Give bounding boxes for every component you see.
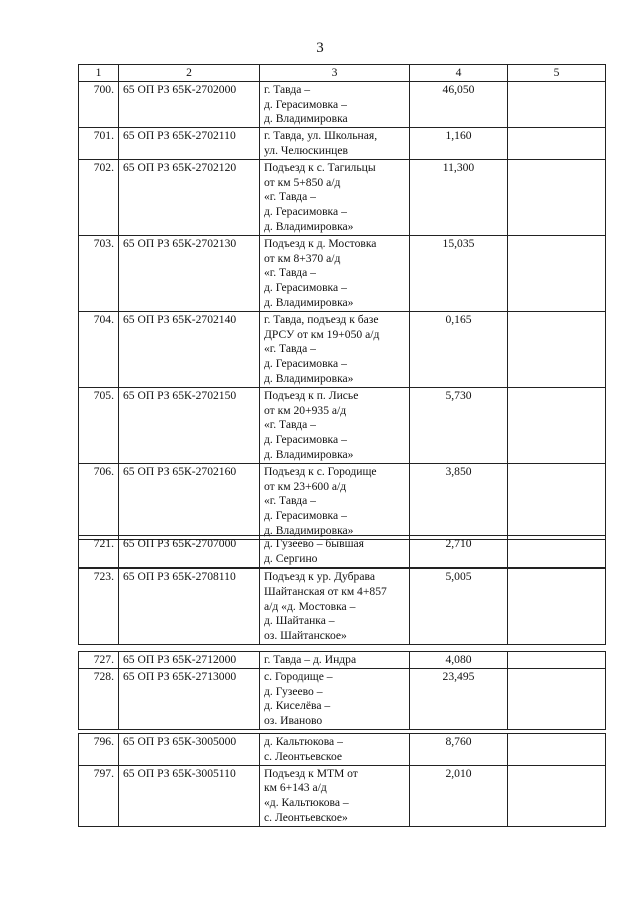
road-name-line: с. Леонтьевское»	[264, 810, 348, 824]
road-code: 65 ОП РЗ 65К-2702120	[119, 159, 260, 235]
road-code: 65 ОП РЗ 65К-2702160	[119, 463, 260, 539]
road-note	[508, 235, 606, 311]
road-name-line: ул. Челюскинцев	[264, 143, 349, 157]
road-name-line: д. Владимировка	[264, 112, 348, 126]
road-name-line: от км 23+600 а/д	[264, 479, 347, 493]
column-header: 3	[260, 65, 410, 82]
road-length: 2,710	[410, 536, 508, 568]
column-header: 2	[119, 65, 260, 82]
road-name	[260, 235, 410, 311]
road-name-line: д. Кальтюкова –	[264, 735, 343, 748]
road-note	[508, 668, 606, 729]
road-name	[260, 159, 410, 235]
column-header: 1	[79, 65, 119, 82]
road-name-line: км 6+143 а/д	[264, 781, 327, 795]
table-row	[79, 159, 606, 235]
table-row	[79, 652, 606, 669]
table-row	[79, 387, 606, 463]
road-name	[260, 311, 410, 387]
road-name-line: ДРСУ от км 19+050 а/д	[264, 327, 380, 341]
road-name-line: от км 8+370 а/д	[264, 251, 341, 265]
road-name-line: д. Герасимовка –	[264, 205, 347, 219]
road-code: 65 ОП РЗ 65К-2702150	[119, 387, 260, 463]
road-code: 65 ОП РЗ 65К-2702140	[119, 311, 260, 387]
road-code: 65 ОП РЗ 65К-2702110	[119, 128, 260, 160]
road-name-line: с. Городище –	[264, 669, 333, 683]
row-number: 705.	[79, 387, 119, 463]
road-note	[508, 536, 606, 568]
road-note	[508, 387, 606, 463]
table-row	[79, 536, 606, 568]
road-note	[508, 463, 606, 539]
table-segment	[78, 64, 606, 540]
road-name-line: «г. Тавда –	[264, 190, 316, 204]
road-name	[260, 387, 410, 463]
road-name-line: д. Шайтанка –	[264, 614, 335, 628]
road-length: 23,495	[410, 668, 508, 729]
road-name-line: д. Герасимовка –	[264, 433, 347, 447]
road-note	[508, 765, 606, 826]
road-name-line: Подъезд к с. Тагильцы	[264, 160, 376, 174]
road-name-line: д. Владимировка»	[264, 371, 354, 385]
road-name-line: «г. Тавда –	[264, 494, 316, 508]
road-name-line: а/д «д. Мостовка –	[264, 599, 356, 613]
road-name-line: «г. Тавда –	[264, 266, 316, 280]
road-note	[508, 81, 606, 127]
header-row	[79, 65, 606, 82]
road-name-line: д. Сергино	[264, 551, 318, 565]
road-name-line: д. Владимировка»	[264, 447, 354, 461]
road-name-line: д. Гузеево – бывшая	[264, 537, 364, 550]
row-number: 796.	[79, 734, 119, 766]
road-code: 65 ОП РЗ 65К-2713000	[119, 668, 260, 729]
road-length: 5,730	[410, 387, 508, 463]
table-segment	[78, 535, 606, 568]
road-name	[260, 652, 410, 669]
road-code: 65 ОП РЗ 65К-2702130	[119, 235, 260, 311]
road-note	[508, 652, 606, 669]
road-length: 46,050	[410, 81, 508, 127]
road-length: 0,165	[410, 311, 508, 387]
road-name-line: д. Гузеево –	[264, 684, 323, 698]
road-name-line: Подъезд к д. Мостовка	[264, 236, 377, 250]
table-segment	[78, 651, 606, 730]
row-number: 703.	[79, 235, 119, 311]
row-number: 702.	[79, 159, 119, 235]
road-name-line: Подъезд к с. Городище	[264, 464, 377, 478]
road-name	[260, 668, 410, 729]
road-name	[260, 128, 410, 160]
road-name-line: от км 5+850 а/д	[264, 175, 341, 189]
road-name-line: Подъезд к п. Лисье	[264, 388, 359, 402]
column-header: 5	[508, 65, 606, 82]
road-name	[260, 536, 410, 568]
road-name	[260, 734, 410, 766]
column-header: 4	[410, 65, 508, 82]
row-number: 721.	[79, 536, 119, 568]
row-number: 797.	[79, 765, 119, 826]
road-length: 2,010	[410, 765, 508, 826]
road-name-line: д. Герасимовка –	[264, 97, 347, 111]
road-note	[508, 734, 606, 766]
road-name-line: «г. Тавда –	[264, 418, 316, 432]
road-name-line: д. Владимировка»	[264, 523, 354, 537]
road-name	[260, 81, 410, 127]
road-name-line: оз. Иваново	[264, 714, 323, 728]
road-length: 4,080	[410, 652, 508, 669]
road-name-line: с. Леонтьевское	[264, 749, 343, 763]
road-name	[260, 463, 410, 539]
road-code: 65 ОП РЗ 65К-2707000	[119, 536, 260, 568]
road-note	[508, 128, 606, 160]
road-name-line: д. Герасимовка –	[264, 281, 347, 295]
table-row	[79, 235, 606, 311]
road-name-line: от км 20+935 а/д	[264, 403, 347, 417]
road-name-line: «г. Тавда –	[264, 342, 316, 356]
road-name-line: Подъезд к МТМ от	[264, 766, 358, 780]
table-row	[79, 463, 606, 539]
road-note	[508, 159, 606, 235]
road-name-line: д. Владимировка»	[264, 219, 354, 233]
table-row	[79, 311, 606, 387]
road-code: 65 ОП РЗ 65К-3005000	[119, 734, 260, 766]
road-name-line: г. Тавда – д. Индра	[264, 653, 357, 666]
table-segment	[78, 733, 606, 827]
row-number: 727.	[79, 652, 119, 669]
table-row	[79, 569, 606, 645]
table-segment	[78, 568, 606, 645]
row-number: 723.	[79, 569, 119, 645]
road-code: 65 ОП РЗ 65К-2712000	[119, 652, 260, 669]
page-number: 3	[316, 40, 324, 56]
row-number: 704.	[79, 311, 119, 387]
road-name	[260, 569, 410, 645]
road-name-line: д. Киселёва –	[264, 699, 331, 713]
road-length: 3,850	[410, 463, 508, 539]
road-code: 65 ОП РЗ 65К-2702000	[119, 81, 260, 127]
road-length: 15,035	[410, 235, 508, 311]
road-code: 65 ОП РЗ 65К-3005110	[119, 765, 260, 826]
table-row	[79, 668, 606, 729]
road-length: 8,760	[410, 734, 508, 766]
row-number: 728.	[79, 668, 119, 729]
road-code: 65 ОП РЗ 65К-2708110	[119, 569, 260, 645]
road-name-line: г. Тавда –	[264, 82, 311, 96]
road-name-line: Шайтанская от км 4+857	[264, 584, 387, 598]
row-number: 701.	[79, 128, 119, 160]
road-name-line: д. Герасимовка –	[264, 357, 347, 371]
road-name-line: г. Тавда, ул. Школьная,	[264, 129, 378, 143]
road-length: 5,005	[410, 569, 508, 645]
road-length: 11,300	[410, 159, 508, 235]
road-name-line: Подъезд к ур. Дубрава	[264, 570, 375, 583]
road-name-line: «д. Кальтюкова –	[264, 796, 349, 810]
table-row	[79, 128, 606, 160]
table-row	[79, 81, 606, 127]
road-note	[508, 311, 606, 387]
road-length: 1,160	[410, 128, 508, 160]
road-note	[508, 569, 606, 645]
road-name	[260, 765, 410, 826]
road-name-line: оз. Шайтанское»	[264, 629, 347, 643]
table-row	[79, 734, 606, 766]
road-name-line: д. Владимировка»	[264, 295, 354, 309]
road-name-line: г. Тавда, подъезд к базе	[264, 312, 379, 326]
road-name-line: д. Герасимовка –	[264, 509, 347, 523]
table-row	[79, 765, 606, 826]
row-number: 700.	[79, 81, 119, 127]
row-number: 706.	[79, 463, 119, 539]
